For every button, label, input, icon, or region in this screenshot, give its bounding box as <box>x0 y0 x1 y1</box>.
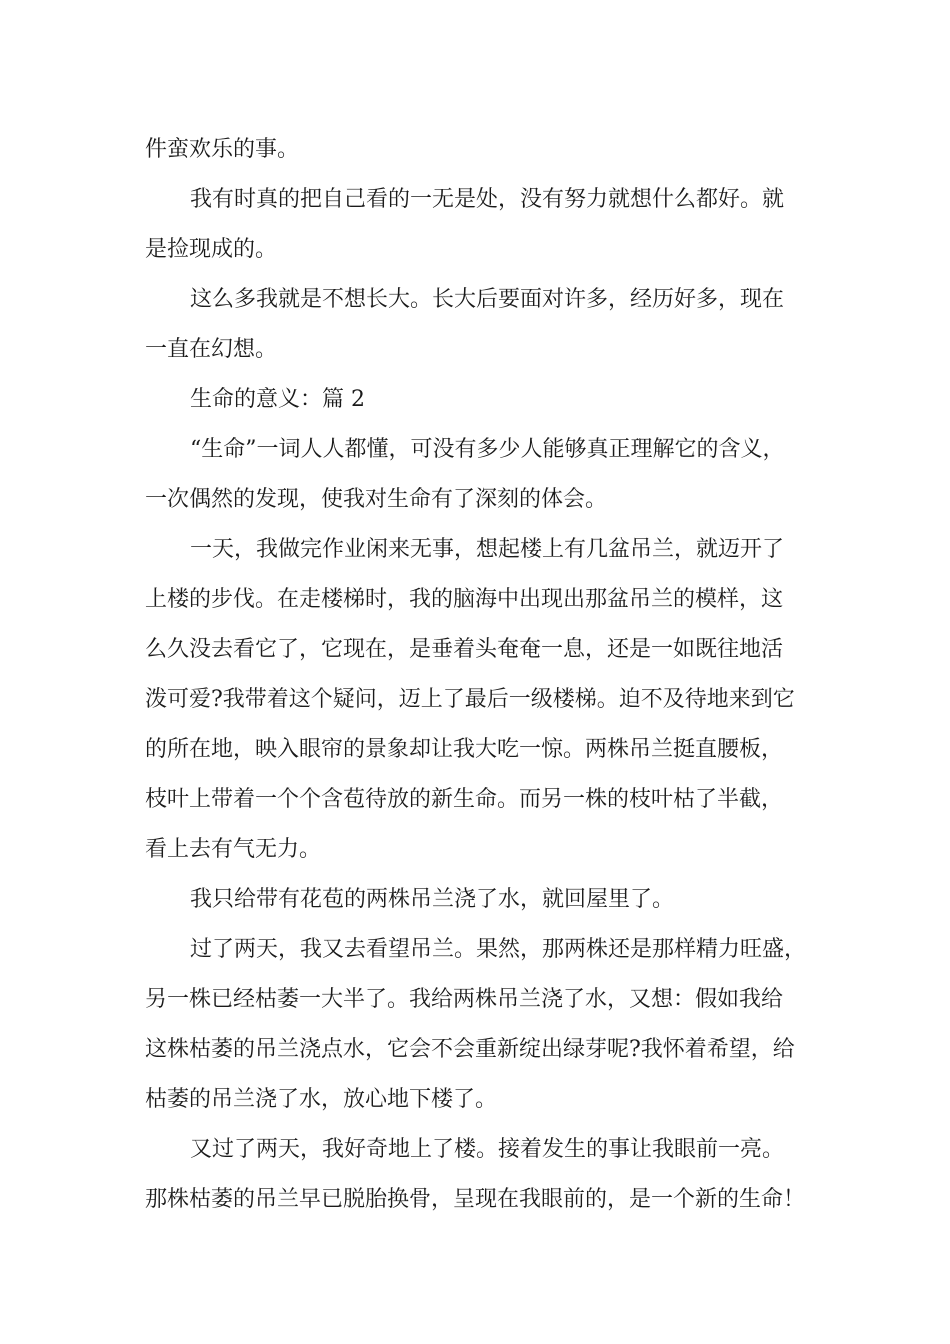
text-line: 一天，我做完作业闲来无事，想起楼上有几盆吊兰，就迈开了 <box>190 537 785 562</box>
text-line: 枯萎的吊兰浇了水，放心地下楼了。 <box>145 1087 498 1112</box>
text-line: 又过了两天，我好奇地上了楼。接着发生的事让我眼前一亮。 <box>190 1137 785 1162</box>
text-line: 看上去有气无力。 <box>145 837 322 862</box>
text-line: 那株枯萎的吊兰早已脱胎换骨，呈现在我眼前的，是一个新的生命！ <box>145 1187 806 1212</box>
text-line: 枝叶上带着一个个含苞待放的新生命。而另一株的枝叶枯了半截， <box>145 787 784 812</box>
text-line: 我只给带有花苞的两株吊兰浇了水，就回屋里了。 <box>190 887 675 912</box>
text-line: 一次偶然的发现，使我对生命有了深刻的体会。 <box>145 487 608 512</box>
text-line: 的所在地，映入眼帘的景象却让我大吃一惊。两株吊兰挺直腰板， <box>145 737 784 762</box>
text-line: 上楼的步伐。在走楼梯时，我的脑海中出现出那盆吊兰的模样，这 <box>145 587 784 612</box>
section-heading: 生命的意义：篇 2 <box>190 387 365 412</box>
text-line: 另一株已经枯萎一大半了。我给两株吊兰浇了水，又想：假如我给 <box>145 987 784 1012</box>
text-line: 是捡现成的。 <box>145 237 278 262</box>
text-line: 么久没去看它了，它现在，是垂着头奄奄一息，还是一如既往地活 <box>145 637 784 662</box>
text-line: “生命”一词人人都懂，可没有多少人能够真正理解它的含义， <box>190 437 785 462</box>
text-line: 这株枯萎的吊兰浇点水，它会不会重新绽出绿芽呢?我怀着希望，给 <box>145 1037 795 1062</box>
text-line: 一直在幻想。 <box>145 337 278 362</box>
text-line: 件蛮欢乐的事。 <box>145 137 300 162</box>
text-line: 我有时真的把自己看的一无是处，没有努力就想什么都好。就 <box>190 187 785 212</box>
text-line: 泼可爱?我带着这个疑问，迈上了最后一级楼梯。迫不及待地来到它 <box>145 687 795 712</box>
text-line: 这么多我就是不想长大。长大后要面对许多，经历好多，现在 <box>190 287 785 312</box>
text-line: 过了两天，我又去看望吊兰。果然，那两株还是那样精力旺盛， <box>190 937 807 962</box>
